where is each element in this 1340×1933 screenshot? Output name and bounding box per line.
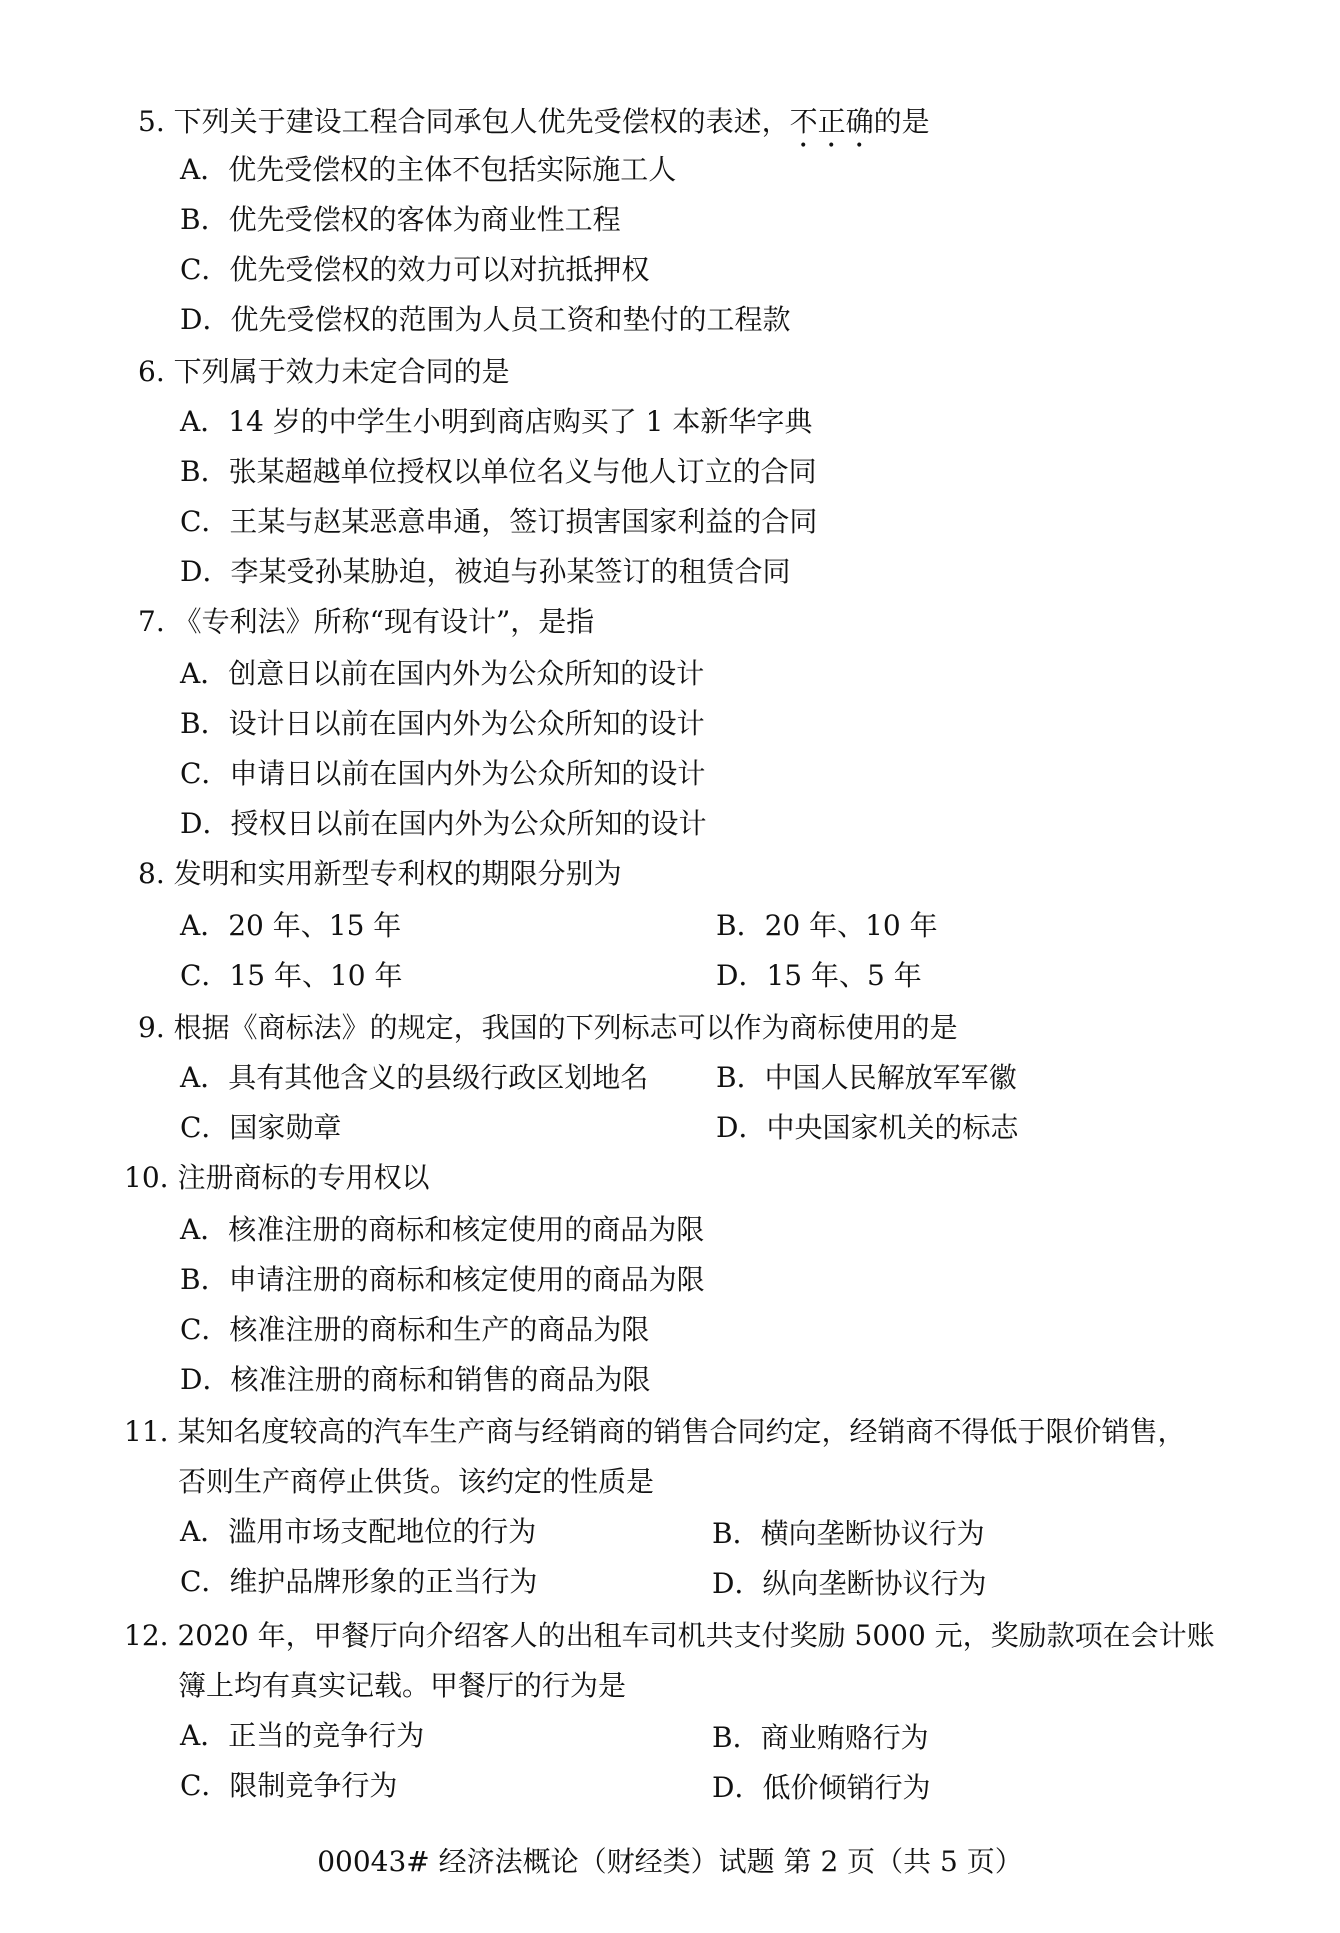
option-9a: A．具有其他含义的县级行政区划地名 xyxy=(180,1061,649,1094)
option-9d: D．中央国家机关的标志 xyxy=(716,1111,1019,1144)
option-12c: C．限制竞争行为 xyxy=(180,1769,398,1802)
question-stem: 下列属于效力未定合同的是 xyxy=(173,355,510,388)
question-6 xyxy=(138,354,510,390)
question-11-stem-line2: 否则生产商停止供货。该约定的性质是 xyxy=(178,1465,655,1498)
question-stem: 《专利法》所称“现有设计”，是指 xyxy=(173,605,595,638)
option-10a: A．核准注册的商标和核定使用的商品为限 xyxy=(180,1213,705,1246)
option-6b: B．张某超越单位授权以单位名义与他人订立的合同 xyxy=(180,455,817,488)
page-footer: 00043# 经济法概论（财经类）试题 第 2 页（共 5 页） xyxy=(317,1845,1023,1878)
question-8 xyxy=(138,856,622,892)
question-12-stem-line2: 簿上均有真实记载。甲餐厅的行为是 xyxy=(178,1669,627,1702)
question-stem: 根据《商标法》的规定，我国的下列标志可以作为商标使用的是 xyxy=(173,1011,958,1044)
question-9 xyxy=(138,1010,958,1046)
question-stem: 注册商标的专用权以 xyxy=(177,1161,430,1194)
question-stem-emphasis: 不正确 xyxy=(789,105,874,138)
question-number: 10. xyxy=(124,1161,169,1194)
question-number: 8. xyxy=(138,857,165,890)
option-5a: A．优先受偿权的主体不包括实际施工人 xyxy=(180,153,677,186)
question-stem-line1: 某知名度较高的汽车生产商与经销商的销售合同约定，经销商不得低于限价销售， xyxy=(177,1415,1186,1448)
question-7 xyxy=(138,604,594,640)
option-7c: C．申请日以前在国内外为公众所知的设计 xyxy=(180,757,706,790)
option-12a: A．正当的竞争行为 xyxy=(180,1719,425,1752)
question-number: 9. xyxy=(138,1011,165,1044)
option-10c: C．核准注册的商标和生产的商品为限 xyxy=(180,1313,650,1346)
question-stem-line1: 2020 年，甲餐厅向介绍客人的出租车司机共支付奖励 5000 元，奖励款项在会计账 xyxy=(177,1619,1215,1652)
option-10b: B．申请注册的商标和核定使用的商品为限 xyxy=(180,1263,705,1296)
question-12 xyxy=(124,1618,1215,1654)
question-11 xyxy=(124,1414,1185,1450)
option-8d: D．15 年、5 年 xyxy=(716,959,922,992)
option-11b: B．横向垄断协议行为 xyxy=(712,1517,985,1550)
option-6a: A．14 岁的中学生小明到商店购买了 1 本新华字典 xyxy=(180,405,813,438)
option-9c: C．国家勋章 xyxy=(180,1111,342,1144)
option-10d: D．核准注册的商标和销售的商品为限 xyxy=(180,1363,651,1396)
option-5c: C．优先受偿权的效力可以对抗抵押权 xyxy=(180,253,650,286)
option-6d: D．李某受孙某胁迫，被迫与孙某签订的租赁合同 xyxy=(180,555,791,588)
question-number: 11. xyxy=(124,1415,169,1448)
question-5 xyxy=(138,104,930,154)
option-7a: A．创意日以前在国内外为公众所知的设计 xyxy=(180,657,705,690)
option-12b: B．商业贿赂行为 xyxy=(712,1721,929,1754)
option-9b: B．中国人民解放军军徽 xyxy=(716,1061,1017,1094)
option-7b: B．设计日以前在国内外为公众所知的设计 xyxy=(180,707,705,740)
question-10 xyxy=(124,1160,429,1196)
question-number: 12. xyxy=(124,1619,169,1652)
option-8a: A．20 年、15 年 xyxy=(180,909,402,942)
option-11d: D．纵向垄断协议行为 xyxy=(712,1567,987,1600)
option-12d: D．低价倾销行为 xyxy=(712,1771,931,1804)
option-5d: D．优先受偿权的范围为人员工资和垫付的工程款 xyxy=(180,303,791,336)
option-8c: C．15 年、10 年 xyxy=(180,959,403,992)
option-7d: D．授权日以前在国内外为公众所知的设计 xyxy=(180,807,707,840)
question-stem: 下列关于建设工程合同承包人优先受偿权的表述， xyxy=(173,105,790,138)
option-11a: A．滥用市场支配地位的行为 xyxy=(180,1515,537,1548)
option-6c: C．王某与赵某恶意串通，签订损害国家利益的合同 xyxy=(180,505,818,538)
question-number: 7. xyxy=(138,605,165,638)
question-number: 5. xyxy=(138,105,165,138)
question-stem-end: 的是 xyxy=(873,105,930,138)
option-8b: B．20 年、10 年 xyxy=(716,909,938,942)
question-stem: 发明和实用新型专利权的期限分别为 xyxy=(173,857,622,890)
option-11c: C．维护品牌形象的正当行为 xyxy=(180,1565,538,1598)
option-5b: B．优先受偿权的客体为商业性工程 xyxy=(180,203,621,236)
question-number: 6. xyxy=(138,355,165,388)
